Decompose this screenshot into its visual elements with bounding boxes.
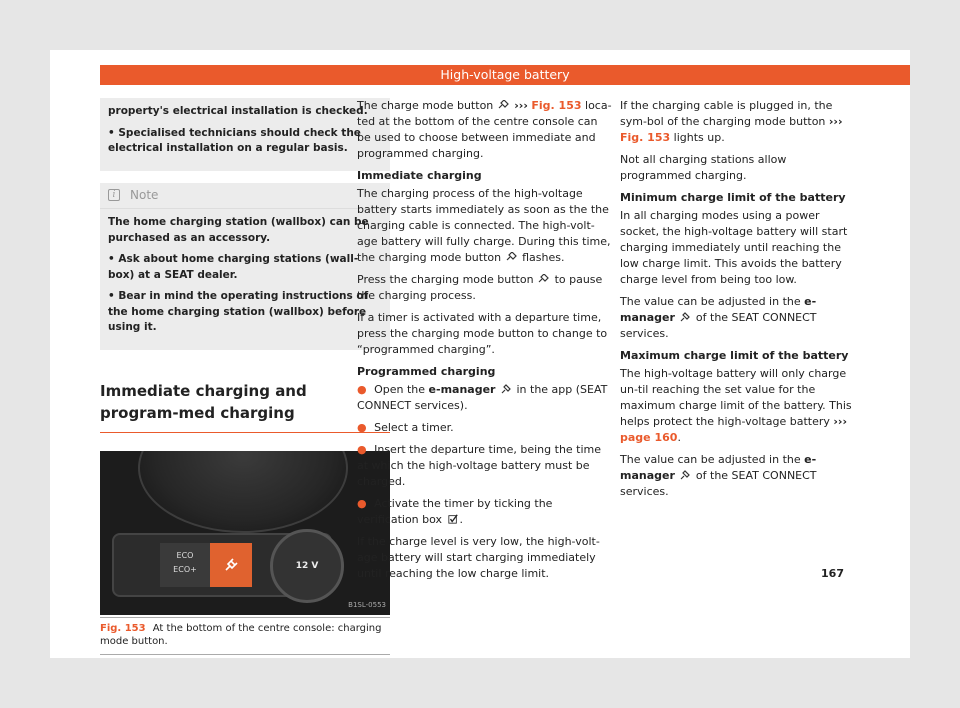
caption-label: Fig. 153	[100, 622, 146, 634]
arrow-ref: ›››	[828, 115, 843, 128]
figure-code: B1SL-0553	[348, 600, 386, 609]
paragraph: The value can be adjusted in the e-manager of the SEAT CONNECT services.	[620, 453, 817, 498]
figure-link[interactable]: Fig. 153	[620, 131, 671, 144]
e-manager-icon	[499, 384, 513, 394]
note-title: Note	[130, 187, 159, 202]
paragraph: The charging process of the high-voltage battery starts immediately as soon as the the charging cable is connected. The high-volt-age battery will fully charge. During this time, the charging mode button flashes.	[357, 187, 611, 264]
warning-box	[100, 98, 390, 171]
paragraph: If the charging cable is plugged in, the sym-bol of the charging mode button ››› Fig. 153 lights up.	[620, 99, 843, 144]
note-bullet: • Bear in mind the operating instructions of the home charging station (wallbox) before using it.	[108, 290, 369, 333]
note-bullet: • Ask about home charging stations (wall-box) at a SEAT dealer.	[108, 253, 359, 281]
paragraph: If the charge level is very low, the high-volt-age battery will start charging immediately until reaching the low charge limit.	[357, 535, 600, 580]
bullet-icon: ●	[357, 497, 367, 510]
checkbox-icon	[446, 514, 460, 524]
column-1	[100, 98, 390, 655]
bullet-item: ● Insert the departure time, being the time at which the high-voltage battery must be charged.	[357, 443, 602, 488]
section-title: Immediate charging and program-med charging	[100, 380, 390, 433]
12v-socket: 12 V	[270, 529, 344, 603]
charging-mode-button	[210, 543, 252, 587]
info-icon: i	[108, 189, 120, 201]
paragraph: If a timer is activated with a departure time, press the charging mode button to change to “programmed charging”.	[357, 311, 608, 356]
column-3	[620, 98, 860, 506]
header-bar: High-voltage battery	[100, 65, 910, 85]
column-2	[357, 98, 612, 588]
bullet-item: ● Select a timer.	[357, 421, 454, 434]
eco-plus-label: ECO+	[173, 564, 197, 574]
subheading-programmed: Programmed charging	[357, 365, 496, 378]
paragraph: The value can be adjusted in the e-manager of the SEAT CONNECT services.	[620, 295, 817, 340]
note-box	[100, 183, 390, 350]
figure-caption	[100, 617, 390, 655]
figure-153	[100, 451, 390, 655]
paragraph: Not all charging stations allow programmed charging.	[620, 153, 787, 182]
subheading-immediate: Immediate charging	[357, 169, 482, 182]
arrow-ref: ›››	[833, 415, 847, 428]
warning-text: property's electrical installation is checked.	[108, 105, 368, 117]
figure-link[interactable]: Fig. 153	[531, 99, 582, 112]
eco-button	[160, 543, 210, 587]
bullet-item: ● Activate the timer by ticking the verification box .	[357, 497, 553, 526]
paragraph: Press the charging mode button to pause the charging process.	[357, 273, 603, 302]
warning-bullet: • Specialised technicians should check the electrical installation on a regular basis.	[108, 126, 361, 154]
subheading-max-limit: Maximum charge limit of the battery	[620, 349, 849, 362]
charging-plug-icon	[222, 556, 240, 574]
paragraph: In all charging modes using a power socket, the high-voltage battery will start charging immediately until reaching the low charge limit. This avoids the battery charge level from being too low.	[620, 209, 848, 286]
paragraph: The high-voltage battery will only charge un-til reaching the set value for the maximum charge limit of the battery. This helps protect the high-voltage battery ››› page 160.	[620, 367, 852, 444]
charging-mode-icon	[497, 100, 511, 110]
paragraph: The charge mode button ››› Fig. 153 loca-ted at the bottom of the centre console can be used to choose between immediate and programmed charging.	[357, 99, 612, 160]
bullet-icon: ●	[357, 443, 367, 456]
bullet-item: ● Open the e-manager in the app (SEAT CONNECT services).	[357, 383, 608, 412]
eco-label: ECO	[176, 550, 194, 560]
bullet-icon: ●	[357, 421, 367, 434]
charging-mode-icon	[537, 274, 551, 284]
console-photo	[100, 451, 390, 615]
page	[50, 50, 910, 658]
bullet-icon: ●	[357, 383, 367, 396]
subheading-min-limit: Minimum charge limit of the battery	[620, 191, 846, 204]
note-header	[100, 188, 390, 210]
page-link[interactable]: page 160	[620, 431, 678, 444]
caption-text: At the bottom of the centre console: charging mode button.	[100, 622, 382, 647]
e-manager-icon	[678, 312, 692, 322]
arrow-ref: ›››	[514, 99, 528, 112]
e-manager-icon	[678, 470, 692, 480]
note-text: The home charging station (wallbox) can be purchased as an accessory.	[108, 216, 369, 244]
charging-mode-icon	[505, 252, 519, 262]
gear-dial	[138, 451, 348, 533]
page-number: 167	[821, 567, 844, 580]
